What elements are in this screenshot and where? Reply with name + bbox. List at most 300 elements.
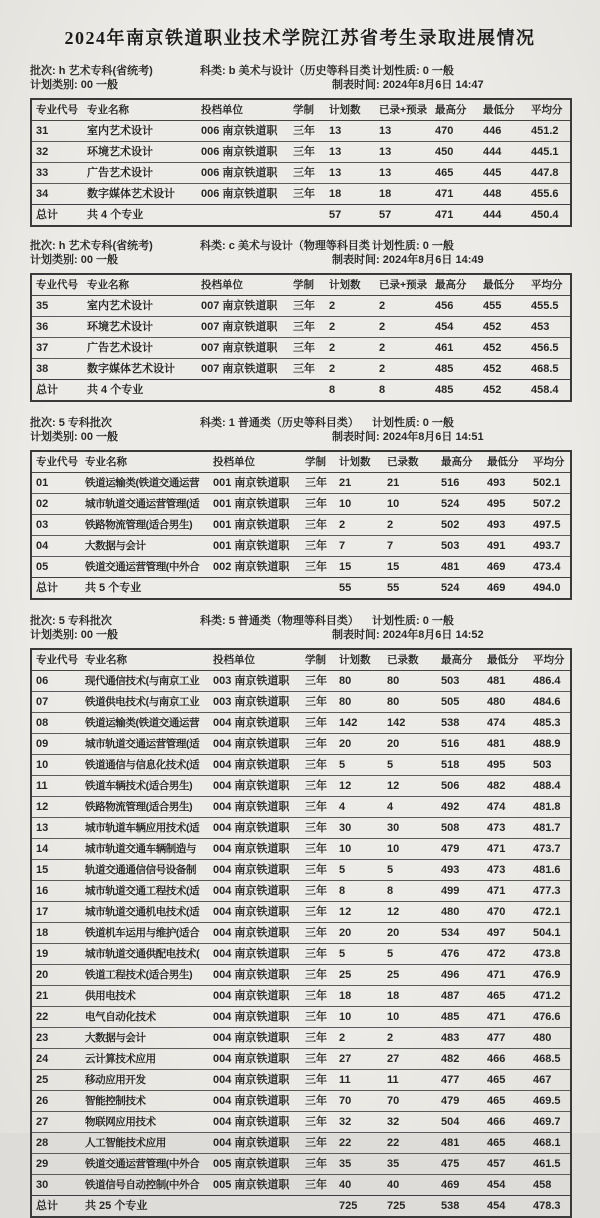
table-cell: 465 (431, 163, 479, 184)
table-cell: 大数据与会计 (81, 536, 209, 557)
table-cell: 004 南京铁道职 (209, 797, 301, 818)
table-cell: 铁道车辆技术(适合男生) (81, 776, 209, 797)
table-cell: 2 (325, 338, 375, 359)
column-header: 平均分 (529, 649, 571, 671)
table-cell: 三年 (301, 734, 335, 755)
table-cell: 2 (383, 515, 437, 536)
table-cell: 2 (383, 1028, 437, 1049)
total-value-cell: 452 (479, 380, 527, 402)
table-cell: 40 (335, 1175, 383, 1196)
total-value-cell: 458.4 (527, 380, 571, 402)
table-cell: 004 南京铁道职 (209, 1133, 301, 1154)
table-cell: 27 (383, 1049, 437, 1070)
table-cell: 484.6 (529, 692, 571, 713)
table-cell: 15 (335, 557, 383, 578)
total-value-cell: 725 (383, 1196, 437, 1218)
meta-subject-type: 科类: c 美术与设计（物理等科目类 (200, 240, 370, 252)
table-cell: 三年 (289, 338, 325, 359)
total-value-cell: 55 (383, 578, 437, 600)
table-cell: 广告艺术设计 (83, 338, 197, 359)
meta-subject-type: 科类: b 美术与设计（历史等科目类 (200, 65, 371, 77)
table-cell: 471 (483, 881, 529, 902)
table-cell: 智能控制技术 (81, 1091, 209, 1112)
column-header: 学制 (289, 99, 325, 121)
table-cell: 470 (483, 902, 529, 923)
table-cell: 27 (335, 1049, 383, 1070)
table-cell: 11 (31, 776, 81, 797)
table-cell: 456 (431, 296, 479, 317)
table-cell: 06 (31, 671, 81, 692)
table-cell: 482 (483, 776, 529, 797)
table-cell: 5 (383, 860, 437, 881)
table-cell: 01 (31, 473, 81, 494)
table-cell: 轨道交通通信信号设备制 (81, 860, 209, 881)
table-cell: 城市轨道交通工程技术(适 (81, 881, 209, 902)
column-header: 已录+预录 (375, 274, 431, 296)
table-cell: 004 南京铁道职 (209, 1070, 301, 1091)
table-cell: 472.1 (529, 902, 571, 923)
table-row (31, 163, 571, 184)
table-cell: 2 (375, 359, 431, 380)
table-cell: 4 (383, 797, 437, 818)
meta-plan-nature: 计划性质: 0 一般 (372, 65, 454, 77)
table-cell: 471.2 (529, 986, 571, 1007)
table-cell: 480 (529, 1028, 571, 1049)
column-header: 计划数 (325, 274, 375, 296)
table-cell: 001 南京铁道职 (209, 473, 301, 494)
total-label-cell: 总计 (31, 1196, 81, 1218)
table-cell: 室内艺术设计 (83, 121, 197, 142)
table-cell: 38 (31, 359, 83, 380)
table-cell: 503 (529, 755, 571, 776)
table-cell: 486.4 (529, 671, 571, 692)
table-cell: 三年 (301, 515, 335, 536)
table-cell: 446 (479, 121, 527, 142)
table-cell: 三年 (301, 776, 335, 797)
table-cell: 493 (483, 473, 529, 494)
table-cell: 007 南京铁道职 (197, 296, 289, 317)
table-row (31, 671, 571, 692)
table-cell: 481 (437, 1133, 483, 1154)
table-cell: 534 (437, 923, 483, 944)
table-cell: 03 (31, 515, 81, 536)
table-cell: 506 (437, 776, 483, 797)
table-cell: 22 (31, 1007, 81, 1028)
table-cell: 504.1 (529, 923, 571, 944)
table-cell: 数字媒体艺术设计 (83, 184, 197, 205)
table-cell: 447.8 (527, 163, 571, 184)
table-cell: 488.4 (529, 776, 571, 797)
admission-table-general-physics (30, 648, 572, 1218)
table-cell: 476.9 (529, 965, 571, 986)
table-cell: 455.5 (527, 296, 571, 317)
table-cell: 三年 (301, 1133, 335, 1154)
table-cell: 33 (31, 163, 83, 184)
table-cell: 465 (483, 1091, 529, 1112)
table-cell: 492 (437, 797, 483, 818)
table-cell: 36 (31, 317, 83, 338)
table-cell: 480 (437, 902, 483, 923)
table-cell: 电气自动化技术 (81, 1007, 209, 1028)
column-header: 专业代号 (31, 649, 81, 671)
table-cell: 15 (383, 557, 437, 578)
table-cell: 34 (31, 184, 83, 205)
table-cell: 001 南京铁道职 (209, 494, 301, 515)
table-cell: 507.2 (529, 494, 571, 515)
table-cell: 三年 (301, 923, 335, 944)
table-cell: 471 (483, 965, 529, 986)
table-cell: 13 (375, 121, 431, 142)
column-header: 平均分 (529, 451, 571, 473)
table-cell: 13 (325, 163, 375, 184)
table-cell: 142 (335, 713, 383, 734)
table-cell: 5 (383, 755, 437, 776)
table-cell: 518 (437, 755, 483, 776)
table-cell: 20 (335, 734, 383, 755)
table-cell: 481.8 (529, 797, 571, 818)
table-cell: 大数据与会计 (81, 1028, 209, 1049)
table-cell: 502.1 (529, 473, 571, 494)
table-cell: 70 (335, 1091, 383, 1112)
column-header: 平均分 (527, 99, 571, 121)
table-cell: 483 (437, 1028, 483, 1049)
table-cell: 7 (335, 536, 383, 557)
table-cell: 16 (31, 881, 81, 902)
table-cell: 004 南京铁道职 (209, 1112, 301, 1133)
table-cell: 三年 (301, 1154, 335, 1175)
column-header: 平均分 (527, 274, 571, 296)
table-cell: 13 (325, 121, 375, 142)
table-cell: 473.7 (529, 839, 571, 860)
table-cell: 451.2 (527, 121, 571, 142)
table-row (31, 473, 571, 494)
table-row (31, 557, 571, 578)
table-row (31, 902, 571, 923)
table-row (31, 1133, 571, 1154)
table-cell: 469.5 (529, 1091, 571, 1112)
table-cell: 铁道交通运营管理(中外合 (81, 1154, 209, 1175)
table-cell: 481 (437, 557, 483, 578)
table-row (31, 734, 571, 755)
table-cell: 11 (335, 1070, 383, 1091)
total-value-cell: 55 (335, 578, 383, 600)
table-cell: 465 (483, 986, 529, 1007)
table-cell: 2 (375, 338, 431, 359)
meta-batch: 批次: 5 专科批次 (30, 615, 112, 627)
table-cell: 三年 (301, 536, 335, 557)
table-cell: 城市轨道交通运营管理(适 (81, 494, 209, 515)
table-cell: 32 (31, 142, 83, 163)
table-cell: 499 (437, 881, 483, 902)
table-cell: 30 (31, 1175, 81, 1196)
table-cell: 481 (483, 671, 529, 692)
table-cell: 三年 (301, 692, 335, 713)
table-cell: 476 (437, 944, 483, 965)
table-cell: 524 (437, 494, 483, 515)
table-cell: 08 (31, 713, 81, 734)
meta-report-time: 制表时间: 2024年8月6日 14:49 (332, 254, 484, 266)
table-cell: 供用电技术 (81, 986, 209, 1007)
column-header: 最低分 (479, 274, 527, 296)
column-header: 最低分 (483, 649, 529, 671)
table-cell: 三年 (301, 1070, 335, 1091)
table-cell: 25 (31, 1070, 81, 1091)
table-cell: 485 (437, 1007, 483, 1028)
column-header: 已录数 (383, 649, 437, 671)
table-cell: 20 (383, 734, 437, 755)
table-cell: 445.1 (527, 142, 571, 163)
meta-batch: 批次: h 艺术专科(省统考) (30, 240, 153, 252)
table-cell: 13 (375, 142, 431, 163)
table-cell: 环境艺术设计 (83, 317, 197, 338)
column-header: 最高分 (437, 451, 483, 473)
table-cell: 004 南京铁道职 (209, 902, 301, 923)
table-cell: 469 (437, 1175, 483, 1196)
table-cell: 466 (483, 1112, 529, 1133)
table-cell: 465 (483, 1070, 529, 1091)
table-cell: 18 (325, 184, 375, 205)
table-cell: 2 (375, 296, 431, 317)
table-cell: 503 (437, 671, 483, 692)
table-cell: 004 南京铁道职 (209, 881, 301, 902)
table-cell: 35 (383, 1154, 437, 1175)
total-row (31, 1196, 571, 1218)
table-cell: 三年 (301, 1175, 335, 1196)
table-cell: 474 (483, 797, 529, 818)
table-cell: 物联网应用技术 (81, 1112, 209, 1133)
table-cell: 2 (325, 296, 375, 317)
table-cell: 004 南京铁道职 (209, 818, 301, 839)
table-row (31, 184, 571, 205)
table-cell: 城市轨道交通机电技术(适 (81, 902, 209, 923)
total-value-cell: 471 (431, 205, 479, 227)
meta-plan-nature: 计划性质: 0 一般 (372, 240, 454, 252)
table-cell: 铁道通信与信息化技术(适 (81, 755, 209, 776)
table-row (31, 944, 571, 965)
table-cell: 10 (335, 1007, 383, 1028)
table-cell: 468.5 (529, 1049, 571, 1070)
table-cell: 497.5 (529, 515, 571, 536)
table-cell: 三年 (289, 121, 325, 142)
table-row (31, 317, 571, 338)
section-general-physics (30, 614, 570, 1218)
table-cell: 21 (335, 473, 383, 494)
table-cell: 004 南京铁道职 (209, 1007, 301, 1028)
table-cell: 479 (437, 1091, 483, 1112)
table-cell: 001 南京铁道职 (209, 536, 301, 557)
table-cell: 27 (31, 1112, 81, 1133)
table-cell: 471 (483, 839, 529, 860)
admission-table-general-history (30, 450, 572, 600)
table-cell: 503 (437, 536, 483, 557)
table-cell: 474 (483, 713, 529, 734)
table-cell: 467 (529, 1070, 571, 1091)
meta-subject-type: 科类: 5 普通类（物理等科目类） (200, 615, 359, 627)
total-value-cell: 478.3 (529, 1196, 571, 1218)
table-cell: 004 南京铁道职 (209, 923, 301, 944)
table-cell: 15 (31, 860, 81, 881)
table-cell: 470 (431, 121, 479, 142)
table-cell: 001 南京铁道职 (209, 515, 301, 536)
table-cell: 21 (31, 986, 81, 1007)
table-cell: 516 (437, 473, 483, 494)
total-value-cell: 57 (325, 205, 375, 227)
table-cell: 466 (483, 1049, 529, 1070)
total-label-cell: 总计 (31, 578, 81, 600)
table-cell: 457 (483, 1154, 529, 1175)
meta-report-time: 制表时间: 2024年8月6日 14:52 (332, 629, 484, 641)
section-meta (30, 239, 570, 267)
table-cell: 三年 (301, 944, 335, 965)
column-header: 学制 (289, 274, 325, 296)
table-cell: 三年 (301, 557, 335, 578)
table-row (31, 860, 571, 881)
column-header: 计划数 (335, 451, 383, 473)
section-art-history (30, 64, 570, 227)
table-cell: 广告艺术设计 (83, 163, 197, 184)
table-cell: 142 (383, 713, 437, 734)
table-cell: 11 (383, 1070, 437, 1091)
table-cell: 491 (483, 536, 529, 557)
meta-plan-nature: 计划性质: 0 一般 (372, 615, 454, 627)
header-row (31, 649, 571, 671)
table-cell: 445 (479, 163, 527, 184)
table-cell: 三年 (301, 755, 335, 776)
table-cell: 458 (529, 1175, 571, 1196)
table-cell: 485 (431, 359, 479, 380)
table-cell: 006 南京铁道职 (197, 163, 289, 184)
total-value-cell: 454 (483, 1196, 529, 1218)
section-meta (30, 614, 570, 642)
table-cell: 461.5 (529, 1154, 571, 1175)
total-row (31, 578, 571, 600)
column-header: 最低分 (479, 99, 527, 121)
table-cell: 477 (437, 1070, 483, 1091)
column-header: 计划数 (325, 99, 375, 121)
total-value-cell: 725 (335, 1196, 383, 1218)
table-cell: 002 南京铁道职 (209, 557, 301, 578)
table-cell: 5 (335, 755, 383, 776)
table-cell: 481.6 (529, 860, 571, 881)
table-cell: 三年 (289, 184, 325, 205)
table-cell: 004 南京铁道职 (209, 776, 301, 797)
table-cell: 473.4 (529, 557, 571, 578)
total-value-cell: 8 (375, 380, 431, 402)
table-cell: 448 (479, 184, 527, 205)
table-cell: 477 (483, 1028, 529, 1049)
table-cell: 10 (383, 494, 437, 515)
table-cell: 004 南京铁道职 (209, 965, 301, 986)
table-cell: 30 (383, 818, 437, 839)
table-row (31, 1112, 571, 1133)
column-header: 最高分 (437, 649, 483, 671)
table-cell: 20 (335, 923, 383, 944)
total-label-cell: 总计 (31, 380, 83, 402)
table-cell: 铁道工程技术(适合男生) (81, 965, 209, 986)
table-cell: 481 (483, 734, 529, 755)
table-cell: 三年 (301, 494, 335, 515)
table-cell: 三年 (289, 317, 325, 338)
table-cell: 80 (383, 692, 437, 713)
table-cell: 007 南京铁道职 (197, 359, 289, 380)
table-cell: 004 南京铁道职 (209, 734, 301, 755)
table-cell: 室内艺术设计 (83, 296, 197, 317)
table-cell: 31 (31, 121, 83, 142)
table-row (31, 536, 571, 557)
table-cell: 493 (483, 515, 529, 536)
table-cell: 09 (31, 734, 81, 755)
table-cell: 三年 (301, 1028, 335, 1049)
column-header: 已录数 (383, 451, 437, 473)
table-cell: 80 (335, 671, 383, 692)
table-cell: 城市轨道交通运营管理(适 (81, 734, 209, 755)
table-cell: 三年 (301, 1091, 335, 1112)
table-cell: 城市轨道交通供配电技术( (81, 944, 209, 965)
table-cell: 三年 (301, 671, 335, 692)
table-cell: 三年 (301, 839, 335, 860)
admission-table-art-history (30, 98, 572, 227)
table-cell: 三年 (301, 473, 335, 494)
table-row (31, 1175, 571, 1196)
table-cell: 456.5 (527, 338, 571, 359)
table-cell: 004 南京铁道职 (209, 839, 301, 860)
table-cell: 三年 (301, 1007, 335, 1028)
table-cell: 22 (335, 1133, 383, 1154)
column-header: 专业代号 (31, 99, 83, 121)
table-cell: 19 (31, 944, 81, 965)
table-row (31, 1049, 571, 1070)
table-cell: 504 (437, 1112, 483, 1133)
table-cell: 三年 (301, 797, 335, 818)
table-cell: 移动应用开发 (81, 1070, 209, 1091)
section-meta (30, 64, 570, 92)
table-row (31, 515, 571, 536)
table-row (31, 338, 571, 359)
table-cell: 465 (483, 1133, 529, 1154)
meta-plan-category: 计划类别: 00 一般 (30, 431, 119, 443)
table-cell: 487 (437, 986, 483, 1007)
table-row (31, 692, 571, 713)
total-value-cell: 538 (437, 1196, 483, 1218)
column-header: 最高分 (431, 99, 479, 121)
table-cell: 482 (437, 1049, 483, 1070)
table-cell: 468.1 (529, 1133, 571, 1154)
table-row (31, 923, 571, 944)
table-cell: 02 (31, 494, 81, 515)
table-row (31, 494, 571, 515)
table-cell: 三年 (289, 296, 325, 317)
column-header: 计划数 (335, 649, 383, 671)
table-cell: 三年 (301, 1049, 335, 1070)
table-cell: 452 (479, 359, 527, 380)
table-cell: 铁路物流管理(适合男生) (81, 515, 209, 536)
table-cell: 18 (383, 986, 437, 1007)
total-row (31, 380, 571, 402)
table-cell: 40 (383, 1175, 437, 1196)
table-cell: 7 (383, 536, 437, 557)
table-cell: 444 (479, 142, 527, 163)
table-cell: 铁道机车运用与维护(适合 (81, 923, 209, 944)
table-cell: 488.9 (529, 734, 571, 755)
column-header: 投档单位 (209, 649, 301, 671)
table-cell: 70 (383, 1091, 437, 1112)
table-cell: 473 (483, 818, 529, 839)
table-cell: 云计算技术应用 (81, 1049, 209, 1070)
meta-batch: 批次: 5 专科批次 (30, 417, 112, 429)
table-cell: 20 (31, 965, 81, 986)
table-row (31, 881, 571, 902)
table-cell: 006 南京铁道职 (197, 184, 289, 205)
